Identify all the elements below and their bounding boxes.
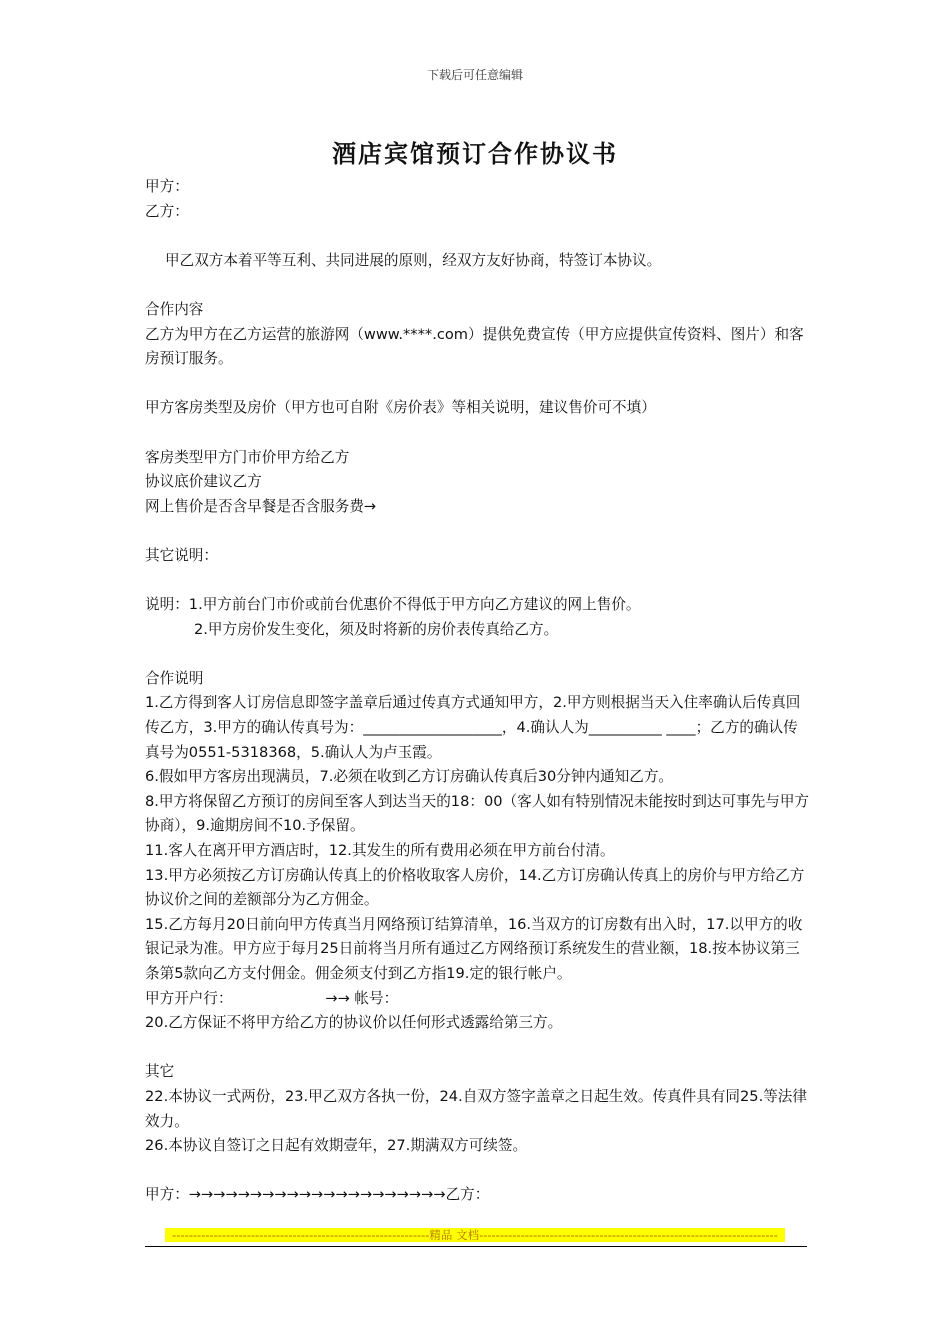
note-line: 2.甲方房价发生变化，须及时将新的房价表传真给乙方。 [194,620,559,638]
section3-paragraph: 22.本协议一式两份，23.甲乙双方各执一份，24.自双方签字盖章之日起生效。传真件具有同25.等法律效力。 [145,1087,807,1130]
intro-paragraph: 甲乙双方本着平等互利、共同进展的原则，经双方友好协商，特签订本协议。 [165,251,662,269]
document-body [145,175,810,1208]
table-line: 网上售价是否含早餐是否含服务费→ [145,497,377,515]
party-a-label: 甲方： [145,178,189,195]
footer-watermark-line: --------------------------------------------------------------精品 文档------------------------------------------------------------------------ [165,1228,785,1242]
bank-account-line: 甲方开户行： →→ 帐号： [145,989,399,1007]
table-line: 客房类型甲方门市价甲方给乙方 [145,448,350,466]
room-price-heading: 甲方客房类型及房价（甲方也可自附《房价表》等相关说明，建议售价可不填） [145,399,656,417]
other-notes-heading: 其它说明： [145,546,218,564]
party-b-label: 乙方： [145,202,189,220]
note-line: 说明：1.甲方前台门市价或前台优惠价不得低于甲方向乙方建议的网上售价。 [145,596,641,614]
footer-divider [145,1246,807,1247]
section3-paragraph: 26.本协议自签订之日起有效期壹年，27.期满双方可续签。 [145,1137,528,1155]
section1-text: 乙方为甲方在乙方运营的旅游网（www.****.com）提供免费宣传（甲方应提供宣传资料、图片）和客房预订服务。 [145,325,804,368]
section2-paragraph: 1.乙方得到客人订房信息即签字盖章后通过传真方式通知甲方，2.甲方则根据当天入住率确认后传真回传乙方，3.甲方的确认传真号为：___________________，4.确认人为__________ ____；乙方的确认传真号为0551-5318368，5.确认人为卢玉霞。 [145,694,801,761]
document-title: 酒店宾馆预订合作协议书 [332,139,618,168]
table-line: 协议底价建议乙方 [145,473,262,491]
section2-paragraph: 11.客人在离开甲方酒店时，12.其发生的所有费用必须在甲方前台付清。 [145,842,615,860]
header-note: 下载后可任意编辑 [426,68,523,82]
section3-heading: 其它 [145,1063,175,1081]
section2-paragraph: 20.乙方保证不将甲方给乙方的协议价以任何形式透露给第三方。 [145,1014,563,1032]
section2-paragraph: 15.乙方每月20日前向甲方传真当月网络预订结算清单，16.当双方的订房数有出入时，17.以甲方的收银记录为准。甲方应于每月25日前将当月所有通过乙方网络预订系统发生的营业额，18.按本协议第三条第5款向乙方支付佣金。佣金须支付到乙方指19.定的银行帐户。 [145,915,803,982]
signature-line: 甲方：→→→→→→→→→→→→→→→→→→→→→乙方： [145,1186,490,1204]
section2-paragraph: 6.假如甲方客房出现满员，7.必须在收到乙方订房确认传真后30分钟内通知乙方。 [145,768,674,786]
section2-heading: 合作说明 [145,669,204,687]
section2-paragraph: 13.甲方必须按乙方订房确认传真上的价格收取客人房价，14.乙方订房确认传真上的房价与甲方给乙方协议价之间的差额部分为乙方佣金。 [145,866,805,909]
section1-heading: 合作内容 [145,300,204,318]
section2-paragraph: 8.甲方将保留乙方预订的房间至客人到达当天的18：00（客人如有特别情况未能按时到达可事先与甲方协商），9.逾期房间不10.予保留。 [145,792,810,835]
